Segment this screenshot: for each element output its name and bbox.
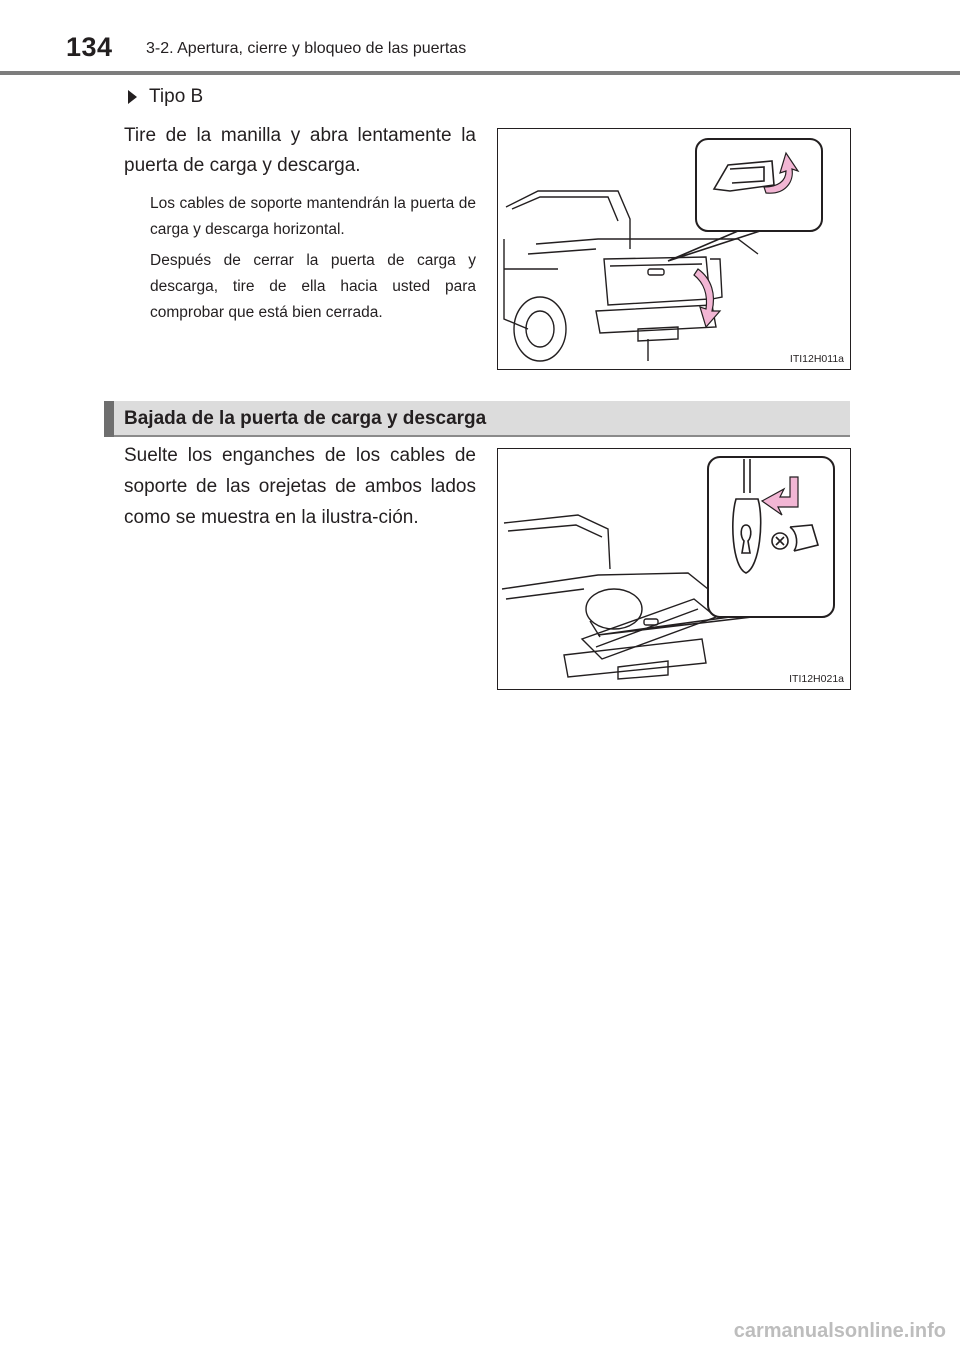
section-title: 3-2. Apertura, cierre y bloqueo de las puertas: [146, 40, 467, 57]
figure-code: ITI12H011a: [789, 353, 844, 365]
subsection-title: Bajada de la puerta de carga y descarga: [124, 408, 487, 429]
figure-tailgate-open: [497, 128, 851, 370]
type-b-note-2: Después de cerrar la puerta de carga y descarga, tire de ella hacia usted para comprobar que está bien cerrada.: [150, 252, 476, 321]
watermark: carmanualsonline.info: [733, 1320, 946, 1342]
header-rule: [0, 71, 960, 75]
subsection-accent: [104, 401, 114, 437]
type-b-heading: [128, 86, 203, 108]
truck-rear-illustration: [498, 129, 850, 369]
page-number: 134: [66, 32, 113, 62]
type-b-instruction: Tire de la manilla y abra lentamente la puerta de carga y descarga.: [124, 125, 476, 176]
type-b-heading-text: Tipo B: [149, 86, 204, 107]
triangle-bullet-icon: [128, 90, 137, 104]
lowering-instruction: Suelte los enganches de los cables de soporte de las orejetas de ambos lados como se muestra en la ilustra-ción.: [124, 445, 476, 528]
cable-release-illustration: [498, 449, 850, 689]
type-b-note-1: Los cables de soporte mantendrán la puerta de carga y descarga horizontal.: [150, 195, 476, 238]
subsection-header: [104, 401, 850, 437]
page-header: [0, 0, 960, 76]
figure-cable-release: [497, 448, 851, 690]
figure-code: ITI12H021a: [789, 673, 844, 685]
